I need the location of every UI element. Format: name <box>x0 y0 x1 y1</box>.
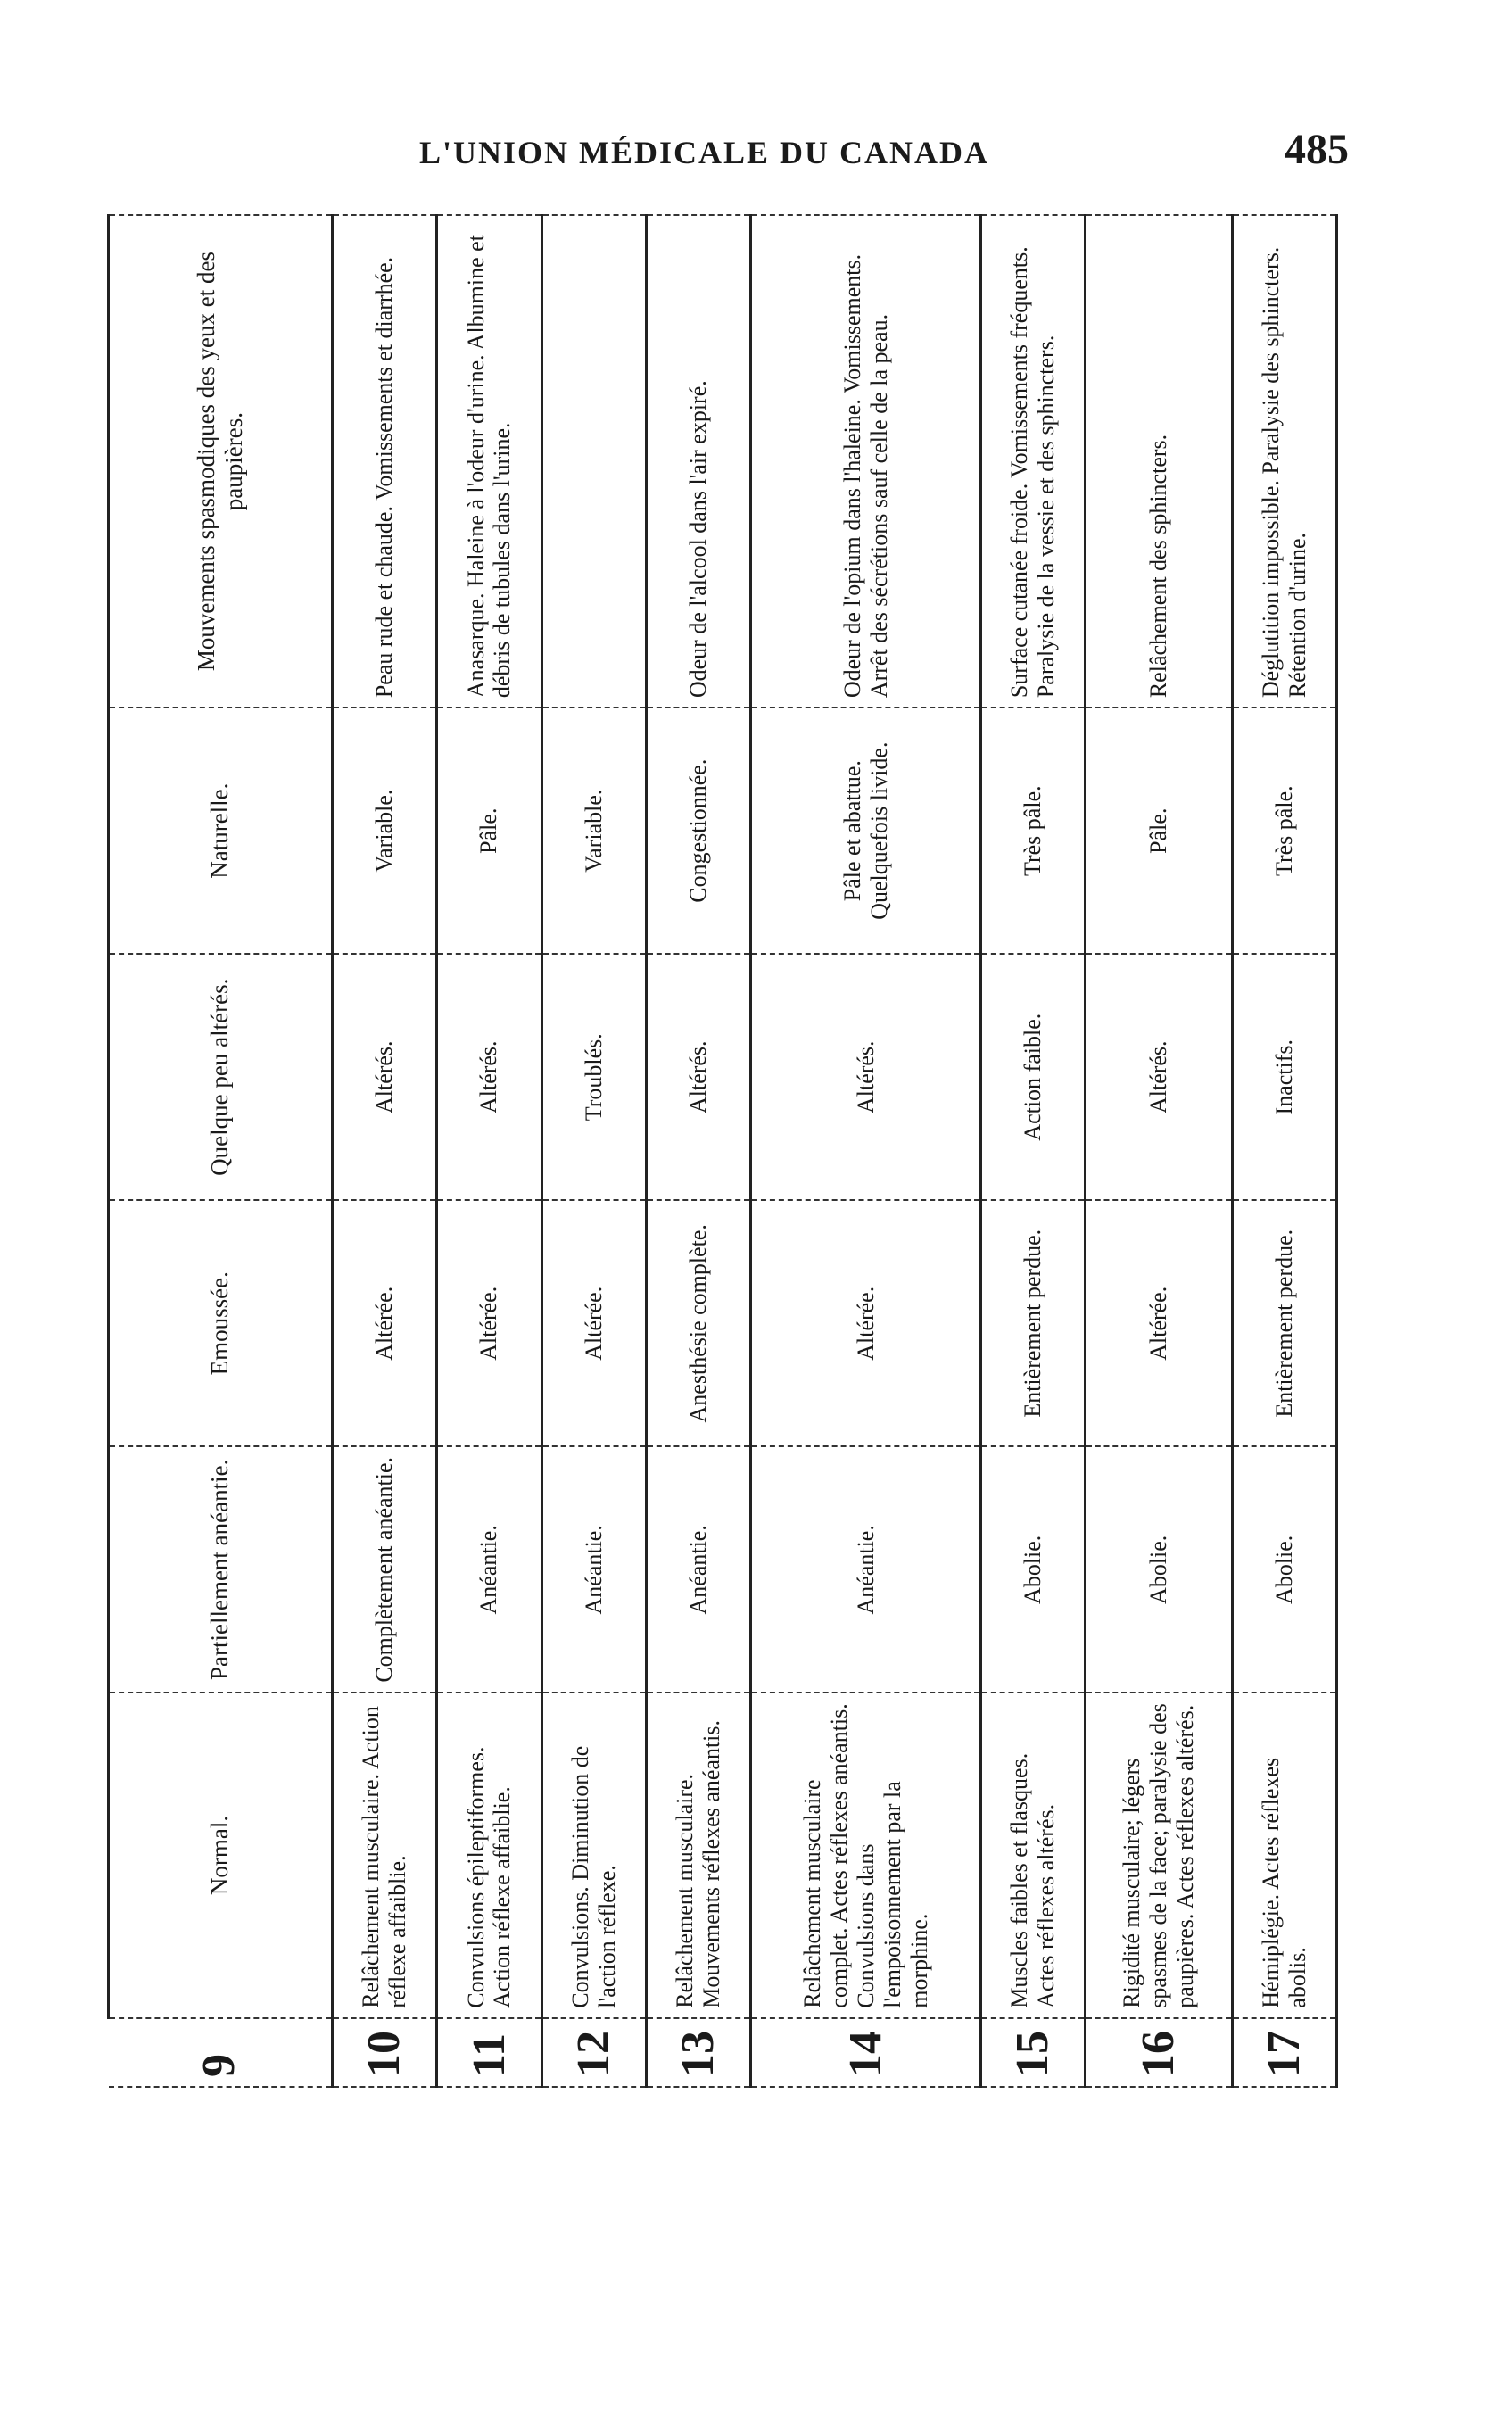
cell-5: Déglutition impossible. Paralysie des sphincters. Rétention d'urine. <box>1232 215 1336 708</box>
table-row <box>751 215 981 2087</box>
cell-normal: Rigidité musculaire; légers spasmes de la face; paralysie des paupières. Actes réflexes altérés. <box>1086 1693 1232 2017</box>
header-cell-4: Naturelle. <box>109 708 333 954</box>
cell-4: Très pâle. <box>1232 708 1336 954</box>
cell-2: Altérée. <box>1086 1200 1232 1446</box>
cell-4: Pâle. <box>437 708 541 954</box>
cell-4: Pâle. <box>1086 708 1232 954</box>
cell-normal: Relâchement musculaire. Mouvements réflexes anéantis. <box>646 1693 750 2017</box>
cell-1: Abolie. <box>1086 1446 1232 1693</box>
cell-5: Relâchement des sphincters. <box>1086 215 1232 708</box>
cell-5 <box>541 215 646 708</box>
cell-normal: Muscles faibles et flasques. Actes réflexes altérés. <box>981 1693 1086 2017</box>
cell-5: Odeur de l'alcool dans l'air expiré. <box>646 215 750 708</box>
cell-3: Altérés. <box>1086 954 1232 1200</box>
cell-5: Odeur de l'opium dans l'haleine. Vomissements. Arrêt des sécrétions sauf celle de la peau. <box>751 215 981 708</box>
cell-5: Peau rude et chaude. Vomissements et diarrhée. <box>332 215 436 708</box>
cell-2: Altérée. <box>541 1200 646 1446</box>
header-cell-1: Partiellement anéantie. <box>109 1446 333 1693</box>
cell-4: Variable. <box>541 708 646 954</box>
row-number: 17 <box>1232 2018 1336 2087</box>
row-number: 12 <box>541 2018 646 2087</box>
cell-1: Abolie. <box>1232 1446 1336 1693</box>
cell-3: Altérés. <box>332 954 436 1200</box>
cell-1: Anéantie. <box>751 1446 981 1693</box>
cell-3: Altérés. <box>646 954 750 1200</box>
page-number: 485 <box>1285 126 1349 173</box>
row-number: 13 <box>646 2018 750 2087</box>
table-row <box>1086 215 1232 2087</box>
cell-1: Anéantie. <box>437 1446 541 1693</box>
cell-5: Surface cutanée froide. Vomissements fréquents. Paralysie de la vessie et des sphincters. <box>981 215 1086 708</box>
cell-2: Altérée. <box>332 1200 436 1446</box>
header-cell-normal: Normal. <box>109 1693 333 2017</box>
cell-2: Entièrement perdue. <box>1232 1200 1336 1446</box>
table-row <box>332 215 436 2087</box>
row-number: 11 <box>437 2018 541 2087</box>
cell-normal: Convulsions. Diminution de l'action réflexe. <box>541 1693 646 2017</box>
cell-2: Altérée. <box>437 1200 541 1446</box>
table-row <box>646 215 750 2087</box>
cell-1: Complètement anéantie. <box>332 1446 436 1693</box>
symptom-table <box>107 214 1338 2088</box>
header-cell-3: Quelque peu altérés. <box>109 954 333 1200</box>
header-cell-2: Emoussée. <box>109 1200 333 1446</box>
row-number: 10 <box>332 2018 436 2087</box>
cell-3: Action faible. <box>981 954 1086 1200</box>
table-row <box>1232 215 1336 2087</box>
cell-1: Anéantie. <box>541 1446 646 1693</box>
cell-2: Altérée. <box>751 1200 981 1446</box>
cell-3: Troublés. <box>541 954 646 1200</box>
cell-normal: Convulsions épileptiformes. Action réflexe affaiblie. <box>437 1693 541 2017</box>
row-number: 14 <box>751 2018 981 2087</box>
cell-4: Variable. <box>332 708 436 954</box>
table-header-row <box>109 215 333 2087</box>
cell-2: Entièrement perdue. <box>981 1200 1086 1446</box>
table-row <box>541 215 646 2087</box>
cell-1: Anéantie. <box>646 1446 750 1693</box>
table-row <box>981 215 1086 2087</box>
table-row <box>437 215 541 2087</box>
cell-3: Inactifs. <box>1232 954 1336 1200</box>
cell-3: Altérés. <box>437 954 541 1200</box>
row-number: 9 <box>109 2018 333 2087</box>
cell-normal: Hémiplégie. Actes réflexes abolis. <box>1232 1693 1336 2017</box>
cell-1: Abolie. <box>981 1446 1086 1693</box>
row-number: 16 <box>1086 2018 1232 2087</box>
rotated-table-container <box>107 214 1338 2088</box>
cell-normal: Relâchement musculaire. Action réflexe affaiblie. <box>332 1693 436 2017</box>
cell-4: Pâle et abattue. Quelquefois livide. <box>751 708 981 954</box>
table-body <box>332 215 1336 2087</box>
cell-4: Très pâle. <box>981 708 1086 954</box>
cell-2: Anesthésie complète. <box>646 1200 750 1446</box>
row-number: 15 <box>981 2018 1086 2087</box>
cell-4: Congestionnée. <box>646 708 750 954</box>
header-cell-5: Mouvements spasmodiques des yeux et des paupières. <box>109 215 333 708</box>
cell-normal: Relâchement musculaire complet. Actes réflexes anéantis. Convulsions dans l'empoisonnement par la morphine. <box>751 1693 981 2017</box>
cell-3: Altérés. <box>751 954 981 1200</box>
cell-5: Anasarque. Haleine à l'odeur d'urine. Albumine et débris de tubules dans l'urine. <box>437 215 541 708</box>
running-title: L'UNION MÉDICALE DU CANADA <box>419 135 990 170</box>
